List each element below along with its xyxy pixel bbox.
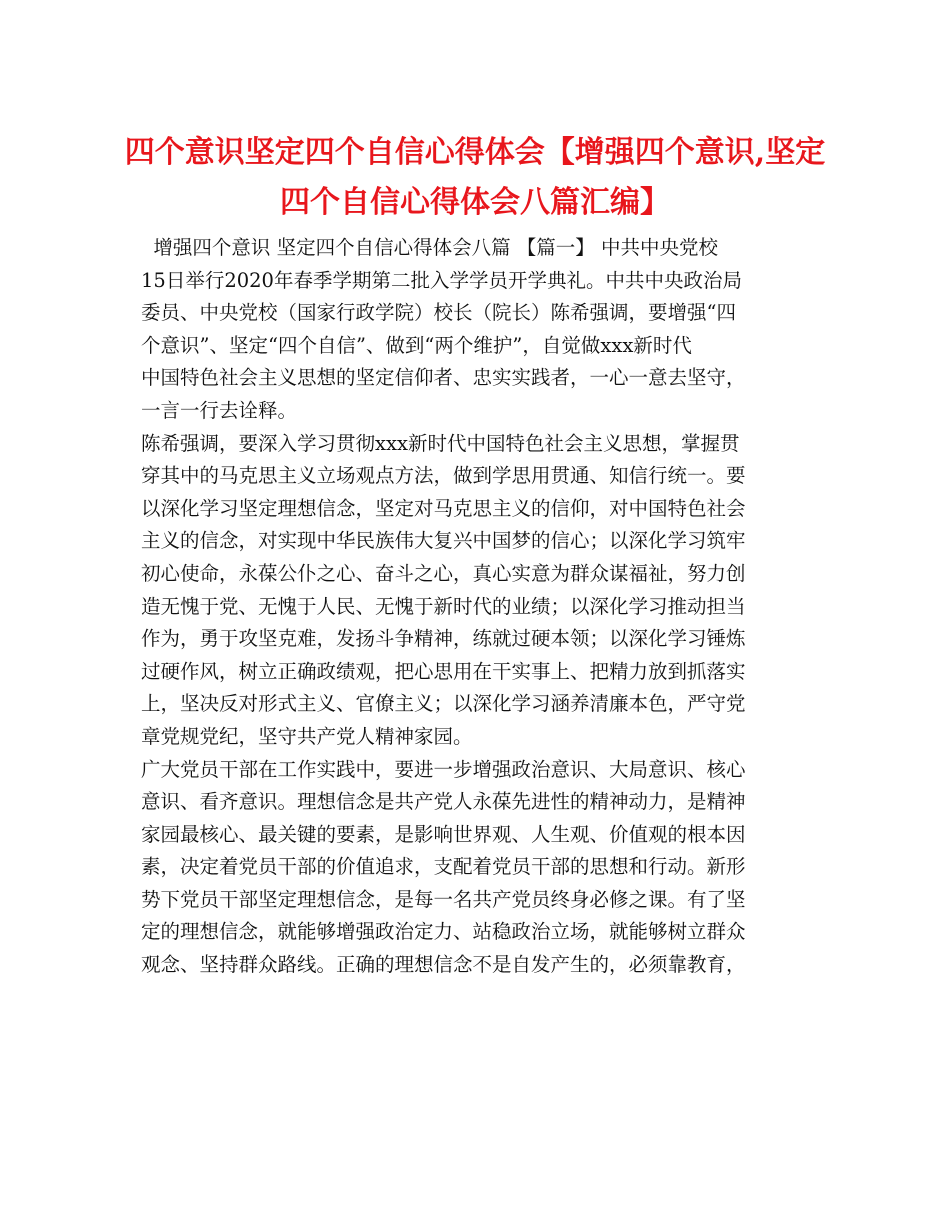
text-line: 15日举行2020年春季学期第二批入学学员开学典礼。中共中央政治局 (141, 268, 742, 292)
text-line: 定的理想信念，就能够增强政治定力、站稳政治立场，就能够树立群众 (141, 920, 746, 944)
text-line: 主义的信念，对实现中华民族伟大复兴中国梦的信心；以深化学习筑牢 (141, 529, 746, 553)
text-line: 章党规党纪，坚守共产党人精神家园。 (141, 724, 473, 748)
text-line: 陈希强调，要深入学习贯彻xxx新时代中国特色社会主义思想，掌握贯 (141, 431, 740, 455)
paragraph-2 (141, 428, 813, 754)
document-title (100, 128, 850, 228)
text-line: 广大党员干部在工作实践中，要进一步增强政治意识、大局意识、核心 (141, 757, 746, 781)
text-line: 一言一行去诠释。 (141, 398, 298, 422)
text-line: 素，决定着党员干部的价值追求，支配着党员干部的思想和行动。新形 (141, 855, 746, 879)
text-line: 上，坚决反对形式主义、官僚主义；以深化学习涵养清廉本色，严守党 (141, 692, 746, 716)
text-line: 过硬作风，树立正确政绩观，把心思用在干实事上、把精力放到抓落实 (141, 659, 746, 683)
text-line: 造无愧于党、无愧于人民、无愧于新时代的业绩；以深化学习推动担当 (141, 594, 746, 618)
text-line: 委员、中央党校（国家行政学院）校长（院长）陈希强调，要增强“四 (141, 301, 736, 325)
text-line: 初心使命，永葆公仆之心、奋斗之心，真心实意为群众谋福祉，努力创 (141, 561, 746, 585)
text-line: 观念、坚持群众路线。正确的理想信念不是自发产生的，必须靠教育， (141, 953, 746, 977)
text-line: 个意识”、坚定“四个自信”、做到“两个维护”，自觉做xxx新时代 (141, 333, 692, 357)
text-line: 家园最核心、最关键的要素，是影响世界观、人生观、价值观的根本因 (141, 822, 746, 846)
text-line: 势下党员干部坚定理想信念，是每一名共产党员终身必修之课。有了坚 (141, 887, 746, 911)
text-line: 穿其中的马克思主义立场观点方法，做到学思用贯通、知信行统一。要 (141, 464, 746, 488)
text-line: 意识、看齐意识。理想信念是共产党人永葆先进性的精神动力，是精神 (141, 790, 746, 814)
paragraph-1 (141, 232, 813, 428)
title-line: 四个意识坚定四个自信心得体会【增强四个意识,坚定 (124, 135, 826, 170)
title-line: 四个自信心得体会八篇汇编】 (280, 185, 670, 220)
text-line: 以深化学习坚定理想信念，坚定对马克思主义的信仰，对中国特色社会 (141, 496, 746, 520)
paragraph-3 (141, 754, 813, 982)
text-line: 作为，勇于攻坚克难，发扬斗争精神，练就过硬本领；以深化学习锤炼 (141, 627, 746, 651)
document-body (141, 232, 813, 982)
text-line: 中国特色社会主义思想的坚定信仰者、忠实实践者，一心一意去坚守， (141, 366, 746, 390)
text-line: 增强四个意识 坚定四个自信心得体会八篇 【篇一】 中共中央党校 (141, 236, 718, 259)
